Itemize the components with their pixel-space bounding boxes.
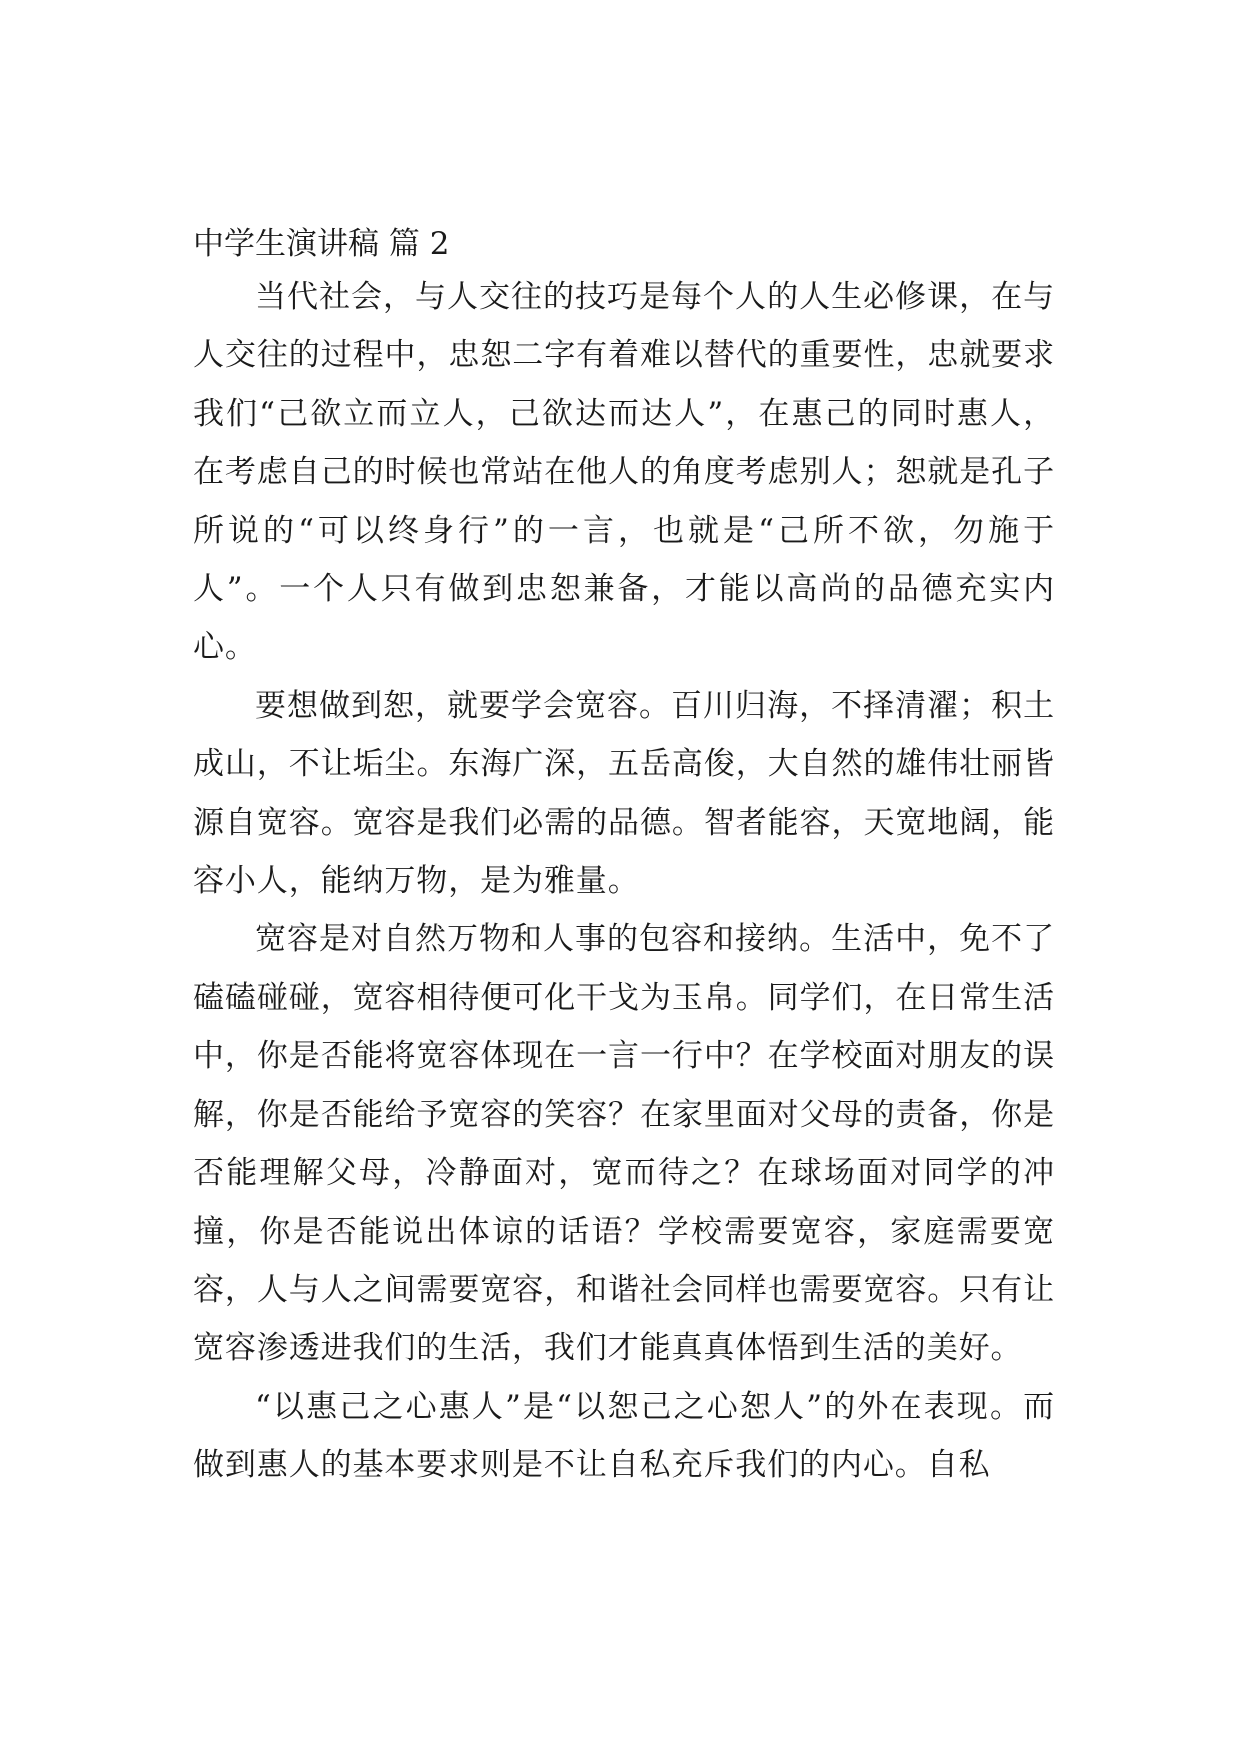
paragraph-2: 要想做到恕，就要学会宽容。百川归海，不择清濯；积土成山，不让垢尘。东海广深，五岳高俊，大自然的雄伟壮丽皆源自宽容。宽容是我们必需的品德。智者能容，天宽地阔，能容小人，能纳万物，是为雅量。 bbox=[193, 687, 1055, 900]
paragraph-1: 当代社会，与人交往的技巧是每个人的人生必修课，在与人交往的过程中，忠恕二字有着难以替代的重要性，忠就要求我们“己欲立而立人，己欲达而达人”，在惠己的同时惠人，在考虑自己的时候也常站在他人的角度考虑别人；恕就是孔子所说的“可以终身行”的一言，也就是“己所不欲，勿施于人”。一个人只有做到忠恕兼备，才能以高尚的品德充实内心。 bbox=[193, 279, 1055, 666]
paragraph-3: 宽容是对自然万物和人事的包容和接纳。生活中，免不了磕磕碰碰，宽容相待便可化干戈为玉帛。同学们，在日常生活中，你是否能将宽容体现在一言一行中？在学校面对朋友的误解，你是否能给予宽容的笑容？在家里面对父母的责备，你是否能理解父母，冷静面对，宽而待之？在球场面对同学的冲撞，你是否能说出体谅的话语？学校需要宽容，家庭需要宽容，人与人之间需要宽容，和谐社会同样也需要宽容。只有让宽容渗透进我们的生活，我们才能真真体悟到生活的美好。 bbox=[193, 921, 1055, 1367]
document-title: 中学生演讲稿 篇 2 bbox=[193, 226, 450, 262]
document-page bbox=[193, 222, 1055, 1495]
paragraph-4: “以惠己之心惠人”是“以恕己之心恕人”的外在表现。而做到惠人的基本要求则是不让自私充斥我们的内心。自私 bbox=[193, 1388, 1055, 1484]
